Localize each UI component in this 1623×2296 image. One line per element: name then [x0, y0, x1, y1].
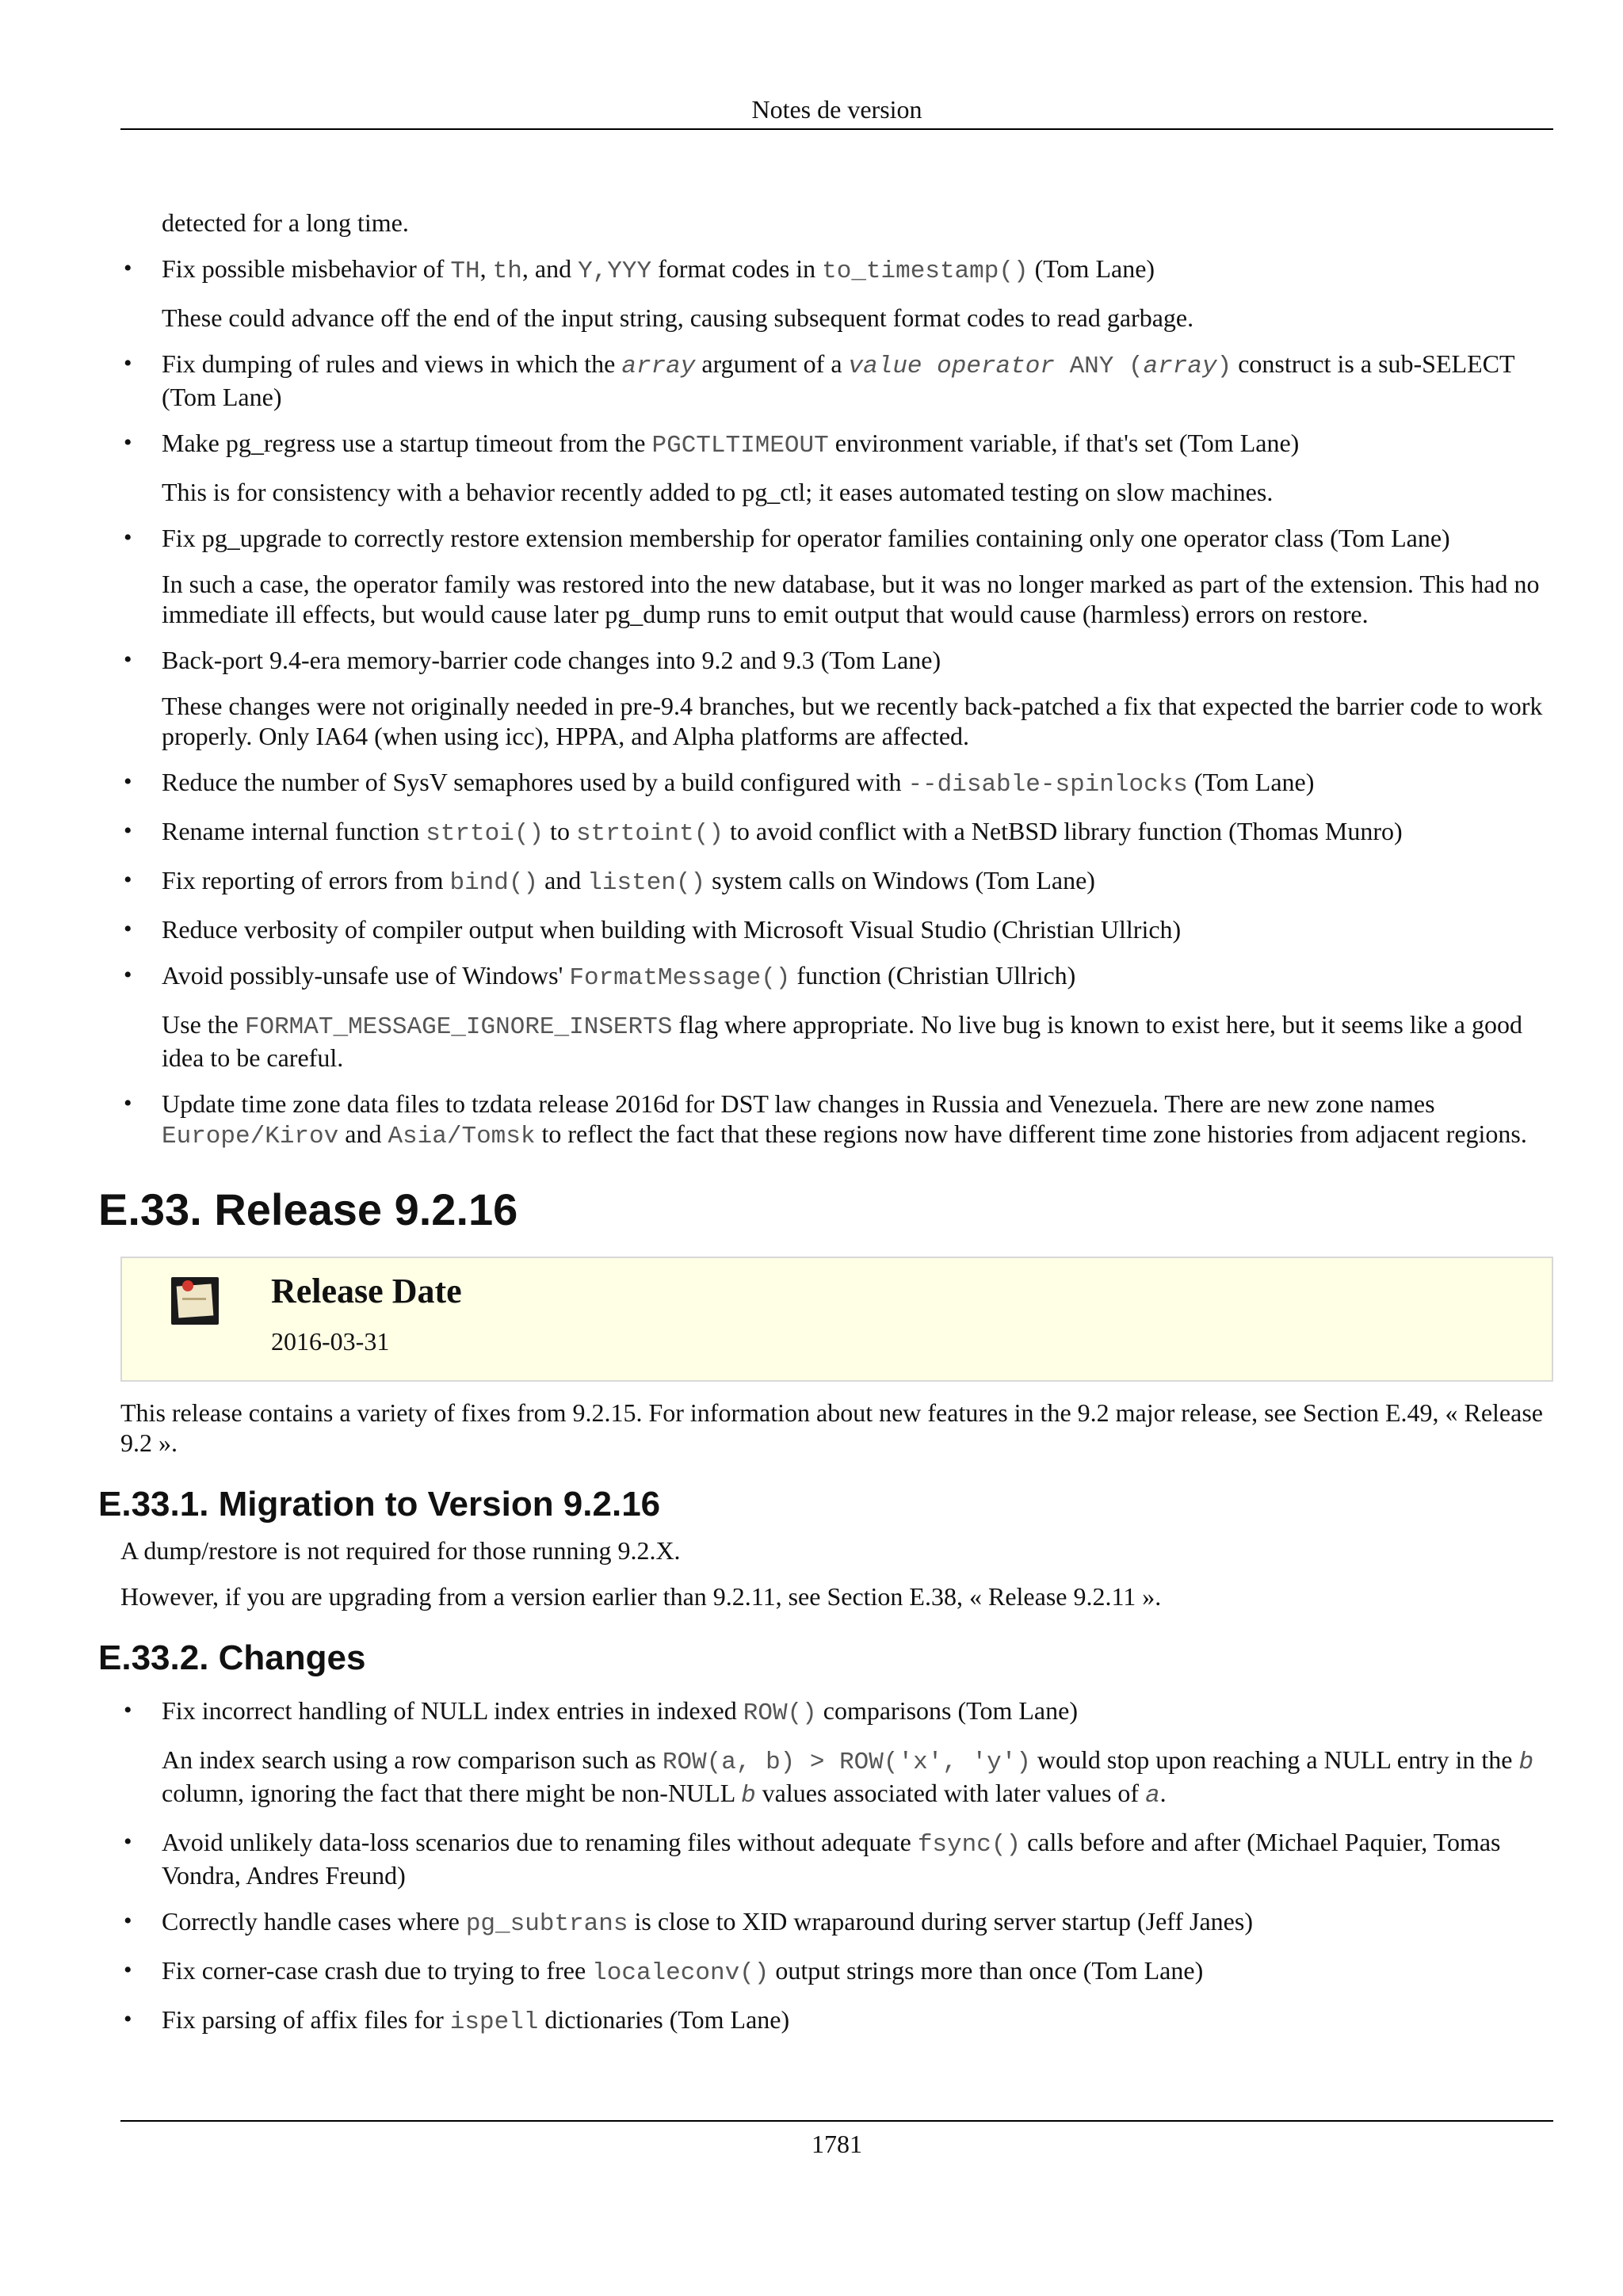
migration-heading: E.33.1. Migration to Version 9.2.16: [98, 1485, 661, 1524]
code-literal: FORMAT_MESSAGE_IGNORE_INSERTS: [244, 1013, 673, 1041]
list-item: [120, 960, 1553, 1073]
item-description: In such a case, the operator family was restored into the new database, but it was no longer marked as part of the extension. This had no immediate ill effects, but would cause later pg_dump runs to emit output that would cause (harmless) errors on restore.: [162, 570, 1540, 628]
item-summary: [162, 865, 1553, 898]
code-literal: ispell: [449, 2008, 539, 2036]
code-literal: b: [1518, 1749, 1534, 1776]
text-run: (Tom Lane): [1187, 768, 1315, 796]
list-item: [120, 1906, 1553, 1939]
item-description: These changes were not originally needed in pre-9.4 branches, but we recently back-patched a fix that expected the barrier code to work properly. Only IA64 (when using icc), HPPA, and Alpha platforms are affected.: [162, 692, 1543, 750]
text-run: flag where appropriate. No live bug is known to exist here, but it seems like a good idea to be careful.: [162, 1010, 1522, 1072]
code-literal: FormatMessage(): [569, 964, 791, 992]
text-run: Fix pg_upgrade to correctly restore extension membership for operator families containing only one operator class (Tom Lane): [162, 524, 1450, 552]
code-literal: localeconv(): [592, 1959, 769, 1987]
code-literal: bind(): [449, 869, 539, 897]
item-summary: [162, 960, 1553, 994]
list-item: [120, 254, 1553, 333]
item-description: These could advance off the end of the input string, causing subsequent format codes to read garbage.: [162, 303, 1194, 332]
code-literal: array: [621, 353, 696, 380]
text-run: Fix parsing of affix files for: [162, 2005, 450, 2034]
page-number: 1781: [120, 2120, 1553, 2160]
text-run: column, ignoring the fact that there might be non-NULL: [162, 1779, 742, 1807]
code-literal: a: [1145, 1782, 1160, 1810]
text-run: argument of a: [695, 349, 849, 378]
text-run: and: [338, 1119, 388, 1148]
text-run: construct is a sub-SELECT (Tom Lane): [162, 349, 1514, 411]
text-run: Use the: [162, 1010, 245, 1039]
text-run: An index search using a row comparison such as: [162, 1745, 663, 1774]
code-literal: Asia/Tomsk: [388, 1123, 536, 1150]
code-literal: ANY (: [1054, 353, 1144, 380]
item-summary: [162, 1955, 1553, 1989]
text-run: Fix incorrect handling of NULL index entries in indexed: [162, 1696, 743, 1725]
text-run: format codes in: [651, 254, 823, 283]
text-run: would stop upon reaching a NULL entry in the: [1030, 1745, 1519, 1774]
text-run: Reduce the number of SysV semaphores used by a build configured with: [162, 768, 908, 796]
note-icon: [171, 1277, 219, 1325]
release-notes-list: [120, 254, 1553, 1152]
release-date: 2016-03-31: [271, 1327, 390, 1356]
text-run: system calls on Windows (Tom Lane): [705, 866, 1095, 894]
note-title: Release Date: [271, 1272, 462, 1310]
text-run: .: [1159, 1779, 1167, 1807]
item-summary: [162, 428, 1553, 461]
text-run: to: [544, 817, 576, 845]
text-run: Reduce verbosity of compiler output when building with Microsoft Visual Studio (Christian Ullrich): [162, 915, 1182, 944]
list-item: [120, 428, 1553, 507]
text-run: is close to XID wraparound during server startup (Jeff Janes): [628, 1907, 1253, 1936]
code-literal: PGCTLTIMEOUT: [651, 432, 829, 460]
text-run: values associated with later values of: [755, 1779, 1146, 1807]
text-run: Update time zone data files to tzdata release 2016d for DST law changes in Russia and Venezuela. There are new zone names: [162, 1089, 1435, 1118]
migration-p2: However, if you are upgrading from a version earlier than 9.2.11, see Section E.38, « Release 9.2.11 ».: [120, 1582, 1162, 1611]
text-run: calls before and after (Michael Paquier, Tomas Vondra, Andres Freund): [162, 1828, 1501, 1890]
code-literal: Europe/Kirov: [162, 1123, 339, 1150]
text-run: ,: [479, 254, 493, 283]
item-summary: [162, 914, 1553, 944]
list-item: [120, 2004, 1553, 2038]
item-description: [162, 1745, 1553, 1811]
item-summary: [162, 1906, 1553, 1939]
code-literal: strtoint(): [575, 820, 724, 848]
page-header: Notes de version: [120, 93, 1553, 130]
release-date-note: [120, 1257, 1553, 1382]
code-literal: fsync(): [917, 1831, 1022, 1859]
code-literal: Y,YYY: [578, 257, 652, 285]
code-literal: ROW(): [743, 1699, 817, 1727]
item-description: [162, 1009, 1553, 1073]
text-run: Avoid possibly-unsafe use of Windows': [162, 961, 570, 990]
item-summary: [162, 816, 1553, 849]
text-run: Make pg_regress use a startup timeout from the: [162, 429, 652, 457]
text-run: Fix dumping of rules and views in which the: [162, 349, 622, 378]
item-summary: [162, 349, 1553, 412]
text-run: to reflect the fact that these regions now have different time zone histories from adjacent regions.: [535, 1119, 1527, 1148]
text-run: Fix corner-case crash due to trying to free: [162, 1956, 593, 1985]
text-run: Fix reporting of errors from: [162, 866, 450, 894]
item-summary: [162, 254, 1553, 287]
text-run: , and: [521, 254, 579, 283]
item-summary: [162, 1695, 1553, 1729]
text-run: Back-port 9.4-era memory-barrier code changes into 9.2 and 9.3 (Tom Lane): [162, 646, 941, 674]
list-item: [120, 914, 1553, 944]
list-item: [120, 523, 1553, 629]
continuation-text: detected for a long time.: [162, 208, 409, 237]
item-summary: [162, 645, 1553, 675]
text-run: dictionaries (Tom Lane): [538, 2005, 790, 2034]
item-summary: [162, 1827, 1553, 1890]
list-item: [120, 1089, 1553, 1152]
item-description: This is for consistency with a behavior recently added to pg_ctl; it eases automated testing on slow machines.: [162, 478, 1274, 506]
list-item: [120, 645, 1553, 751]
code-literal: strtoi(): [426, 820, 544, 848]
item-summary: [162, 767, 1553, 800]
text-run: Fix possible misbehavior of: [162, 254, 451, 283]
text-run: Correctly handle cases where: [162, 1907, 466, 1936]
list-item: [120, 865, 1553, 898]
list-item: [120, 767, 1553, 800]
code-literal: ): [1216, 353, 1232, 380]
text-run: environment variable, if that's set (Tom Lane): [828, 429, 1300, 457]
text-run: output strings more than once (Tom Lane): [769, 1956, 1204, 1985]
text-run: function (Christian Ullrich): [790, 961, 1076, 990]
code-literal: b: [741, 1782, 756, 1810]
changes-heading: E.33.2. Changes: [98, 1638, 366, 1677]
section-title: E.33. Release 9.2.16: [98, 1184, 518, 1234]
list-item: [120, 1695, 1553, 1811]
item-summary: [162, 523, 1553, 553]
migration-p1: A dump/restore is not required for those running 9.2.X.: [120, 1536, 681, 1565]
code-literal: --disable-spinlocks: [907, 771, 1188, 799]
list-item: [120, 1955, 1553, 1989]
list-item: [120, 816, 1553, 849]
intro-paragraph: This release contains a variety of fixes from 9.2.15. For information about new features in the 9.2 major release, see Section E.49, « Release 9.2 ».: [120, 1398, 1543, 1457]
text-run: (Tom Lane): [1028, 254, 1155, 283]
code-literal: th: [492, 257, 522, 285]
text-run: and: [538, 866, 588, 894]
text-run: comparisons (Tom Lane): [816, 1696, 1078, 1725]
text-run: Avoid unlikely data-loss scenarios due to renaming files without adequate: [162, 1828, 918, 1856]
code-literal: value operator: [848, 353, 1055, 380]
list-item: [120, 349, 1553, 412]
code-literal: ROW(a, b) > ROW('x', 'y'): [662, 1749, 1031, 1776]
code-literal: pg_subtrans: [465, 1910, 628, 1938]
item-summary: [162, 1089, 1553, 1152]
code-literal: to_timestamp(): [822, 257, 1029, 285]
item-summary: [162, 2004, 1553, 2038]
code-literal: listen(): [587, 869, 706, 897]
changes-list: [120, 1695, 1553, 2038]
text-run: Rename internal function: [162, 817, 426, 845]
page-content: [98, 208, 1553, 2038]
list-item: [120, 1827, 1553, 1890]
code-literal: TH: [450, 257, 480, 285]
code-literal: array: [1143, 353, 1217, 380]
text-run: to avoid conflict with a NetBSD library function (Thomas Munro): [723, 817, 1403, 845]
